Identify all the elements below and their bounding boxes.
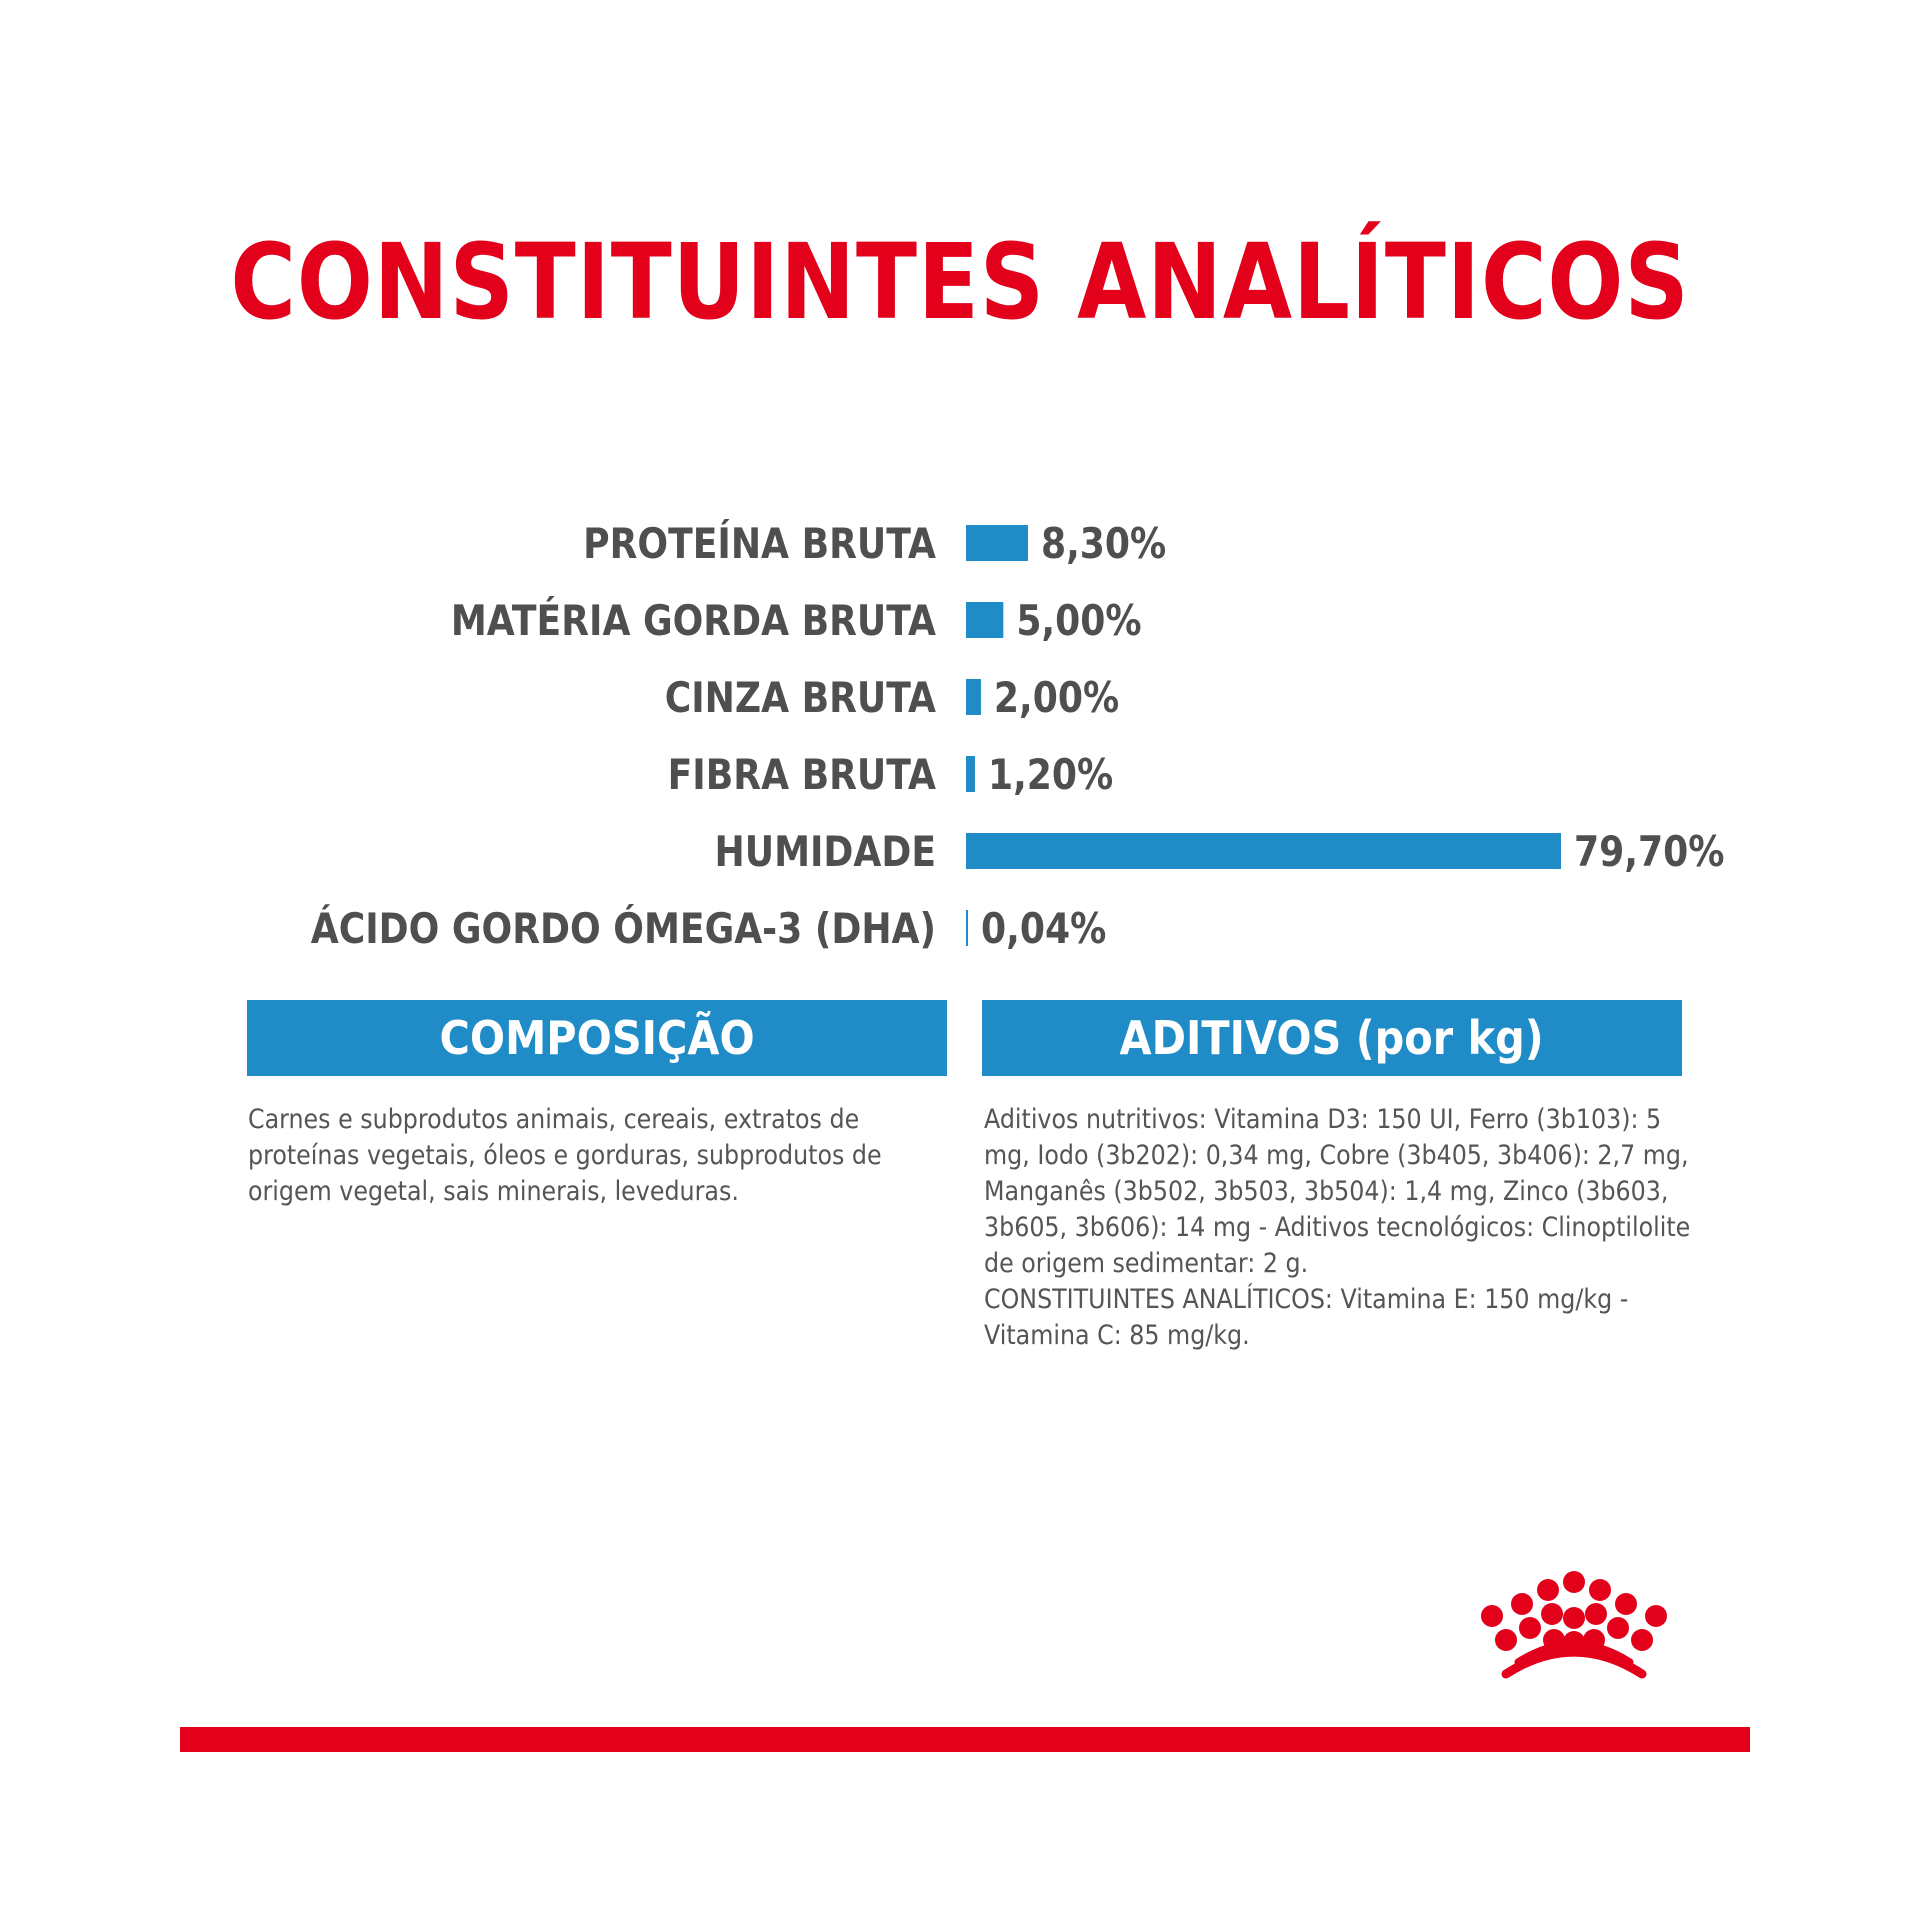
additives-text	[984, 1102, 1691, 1354]
bar	[966, 525, 1028, 561]
category-label: CINZA BRUTA	[664, 674, 936, 723]
value-label: 1,20%	[987, 751, 1114, 800]
logo-dot	[1541, 1603, 1563, 1625]
category-label: MATÉRIA GORDA BRUTA	[450, 597, 936, 646]
additives-line: Vitamina C: 85 mg/kg.	[984, 1320, 1250, 1351]
value-label: 0,04%	[980, 905, 1107, 954]
composition-line: proteínas vegetais, óleos e gorduras, subprodutos de	[248, 1140, 882, 1171]
bar	[966, 602, 1003, 638]
logo-dot	[1615, 1593, 1637, 1615]
bar	[966, 833, 1561, 869]
composition-line: origem vegetal, sais minerais, leveduras.	[248, 1176, 739, 1207]
logo-dot	[1563, 1607, 1585, 1629]
logo-dot	[1645, 1605, 1667, 1627]
additives-header	[982, 1000, 1682, 1076]
value-label: 5,00%	[1016, 597, 1142, 646]
composition-line: Carnes e subprodutos animais, cereais, extratos de	[248, 1104, 860, 1135]
logo-dot	[1481, 1605, 1503, 1627]
category-label: HUMIDADE	[714, 828, 936, 877]
additives-line: 3b605, 3b606): 14 mg - Aditivos tecnológicos: Clinoptilolite	[984, 1212, 1691, 1243]
bar	[966, 756, 975, 792]
logo-dot	[1495, 1629, 1517, 1651]
composition-header-label: COMPOSIÇÃO	[439, 1011, 755, 1065]
logo-dot	[1511, 1593, 1533, 1615]
nutrient-bar-chart	[0, 500, 1920, 980]
category-label: PROTEÍNA BRUTA	[583, 520, 936, 569]
additives-line: mg, Iodo (3b202): 0,34 mg, Cobre (3b405, 3b406): 2,7 mg,	[984, 1140, 1689, 1171]
bar	[966, 679, 981, 715]
logo-dot	[1519, 1617, 1541, 1639]
crown-logo-icon	[1470, 1570, 1678, 1682]
additives-line: Aditivos nutritivos: Vitamina D3: 150 UI, Ferro (3b103): 5	[984, 1104, 1662, 1135]
logo-dot	[1589, 1579, 1611, 1601]
page-title: CONSTITUINTES ANALÍTICOS	[230, 221, 1690, 343]
additives-header-label: ADITIVOS (por kg)	[1119, 1011, 1545, 1065]
logo-dot	[1607, 1617, 1629, 1639]
composition-text	[248, 1102, 948, 1210]
bar	[966, 910, 968, 946]
additives-line: de origem sedimentar: 2 g.	[984, 1248, 1309, 1279]
logo-dot	[1537, 1579, 1559, 1601]
bottom-red-bar	[180, 1727, 1750, 1752]
logo-dot	[1631, 1629, 1653, 1651]
logo-dot	[1585, 1603, 1607, 1625]
composition-header	[247, 1000, 947, 1076]
additives-line: Manganês (3b502, 3b503, 3b504): 1,4 mg, Zinco (3b603,	[984, 1176, 1669, 1207]
additives-line: CONSTITUINTES ANALÍTICOS: Vitamina E: 150 mg/kg -	[984, 1284, 1629, 1315]
category-label: FIBRA BRUTA	[667, 751, 936, 800]
category-label: ÁCIDO GORDO ÓMEGA-3 (DHA)	[310, 905, 936, 954]
value-label: 8,30%	[1040, 520, 1167, 569]
value-label: 79,70%	[1573, 828, 1725, 877]
logo-dot	[1563, 1571, 1585, 1593]
value-label: 2,00%	[993, 674, 1120, 723]
